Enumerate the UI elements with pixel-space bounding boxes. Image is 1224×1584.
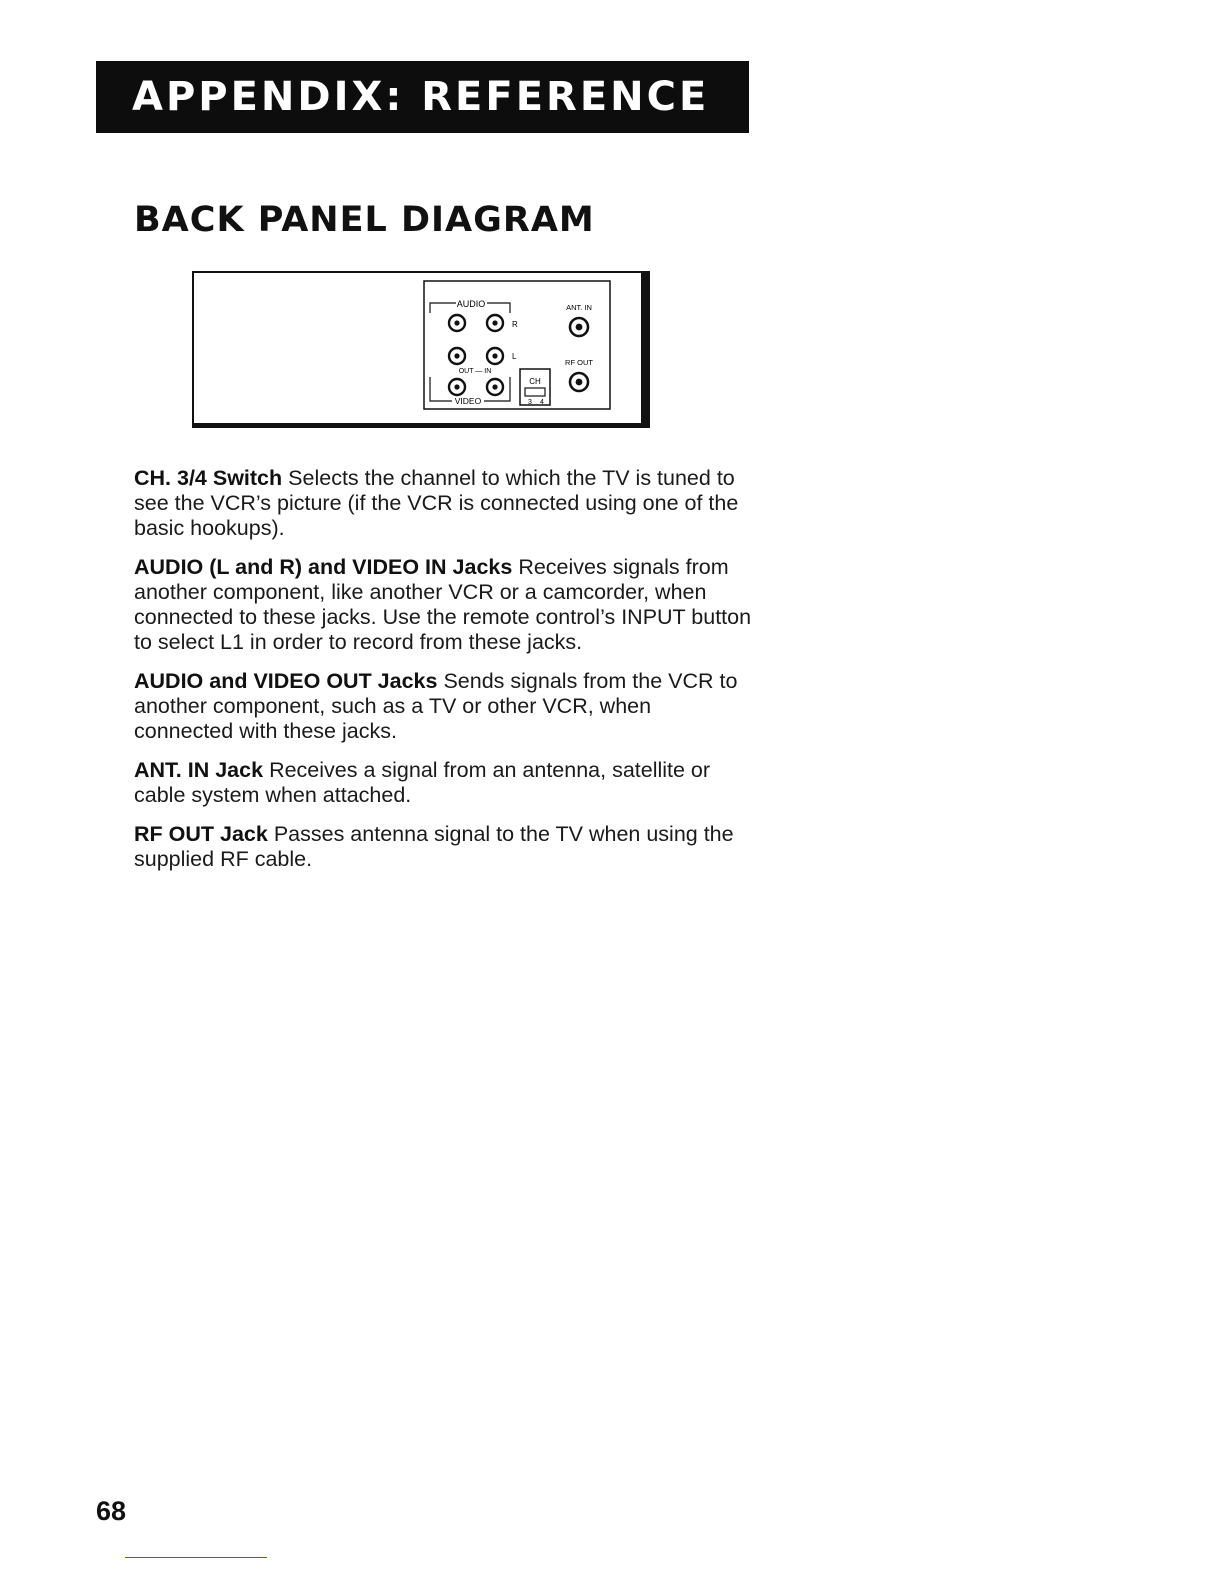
description-term: RF OUT Jack <box>134 822 268 846</box>
audio-out-l-jack <box>449 348 465 364</box>
description-rf-out <box>134 822 754 872</box>
audio-out-r-jack <box>449 315 465 331</box>
page-number: 68 <box>96 1496 127 1526</box>
description-text: Receives a signal from an antenna, satellite or cable system when attached. <box>134 758 711 807</box>
description-text: Receives signals from another component, like another VCR or a camcorder, when connected to these jacks. Use the remote control’s INPUT button to select L1 in order to record from these jacks. <box>134 555 752 654</box>
description-text: Passes antenna signal to the TV when using the supplied RF cable. <box>134 822 734 871</box>
description-term: ANT. IN Jack <box>134 758 264 782</box>
description-audio-video-out <box>134 669 754 744</box>
banner-title: APPENDIX: REFERENCE <box>132 74 710 120</box>
ch-switch-slider <box>525 388 545 396</box>
description-ant-in <box>134 758 754 808</box>
right-channel-label: R <box>512 320 518 329</box>
video-in-jack <box>487 379 503 395</box>
audio-bracket <box>430 303 456 313</box>
section-banner <box>96 61 749 133</box>
description-text: Sends signals from the VCR to another component, such as a TV or other VCR, when connected with these jacks. <box>134 669 738 743</box>
jack-descriptions <box>134 466 754 886</box>
back-panel-diagram <box>192 271 650 428</box>
audio-in-l-jack <box>487 348 503 364</box>
rf-out-jack <box>570 373 588 391</box>
ch-four-label: 4 <box>540 399 544 406</box>
description-text: Selects the channel to which the TV is tuned to see the VCR’s picture (if the VCR is connected using one of the basic hookups). <box>134 466 739 540</box>
back-panel-drawing <box>194 273 641 423</box>
ant-in-label: ANT. IN <box>566 303 592 312</box>
description-term: AUDIO (L and R) and VIDEO IN Jacks <box>134 555 513 579</box>
ch-three-label: 3 <box>528 399 532 406</box>
left-channel-label: L <box>512 352 517 361</box>
description-term: CH. 3/4 Switch <box>134 466 283 490</box>
description-term: AUDIO and VIDEO OUT Jacks <box>134 669 438 693</box>
footer-divider <box>125 1557 267 1558</box>
description-ch-switch <box>134 466 754 541</box>
out-in-label: OUT — IN <box>458 368 492 375</box>
video-label: VIDEO <box>454 396 482 406</box>
audio-in-r-jack <box>487 315 503 331</box>
ant-in-jack <box>570 318 588 336</box>
rf-out-label: RF OUT <box>565 358 593 367</box>
ch-switch <box>520 369 550 405</box>
ch-label: CH <box>529 377 541 386</box>
audio-bracket <box>487 303 510 313</box>
page-title: BACK PANEL DIAGRAM <box>134 200 595 240</box>
video-out-jack <box>449 379 465 395</box>
audio-label: AUDIO <box>456 299 486 309</box>
description-audio-video-in <box>134 555 754 655</box>
